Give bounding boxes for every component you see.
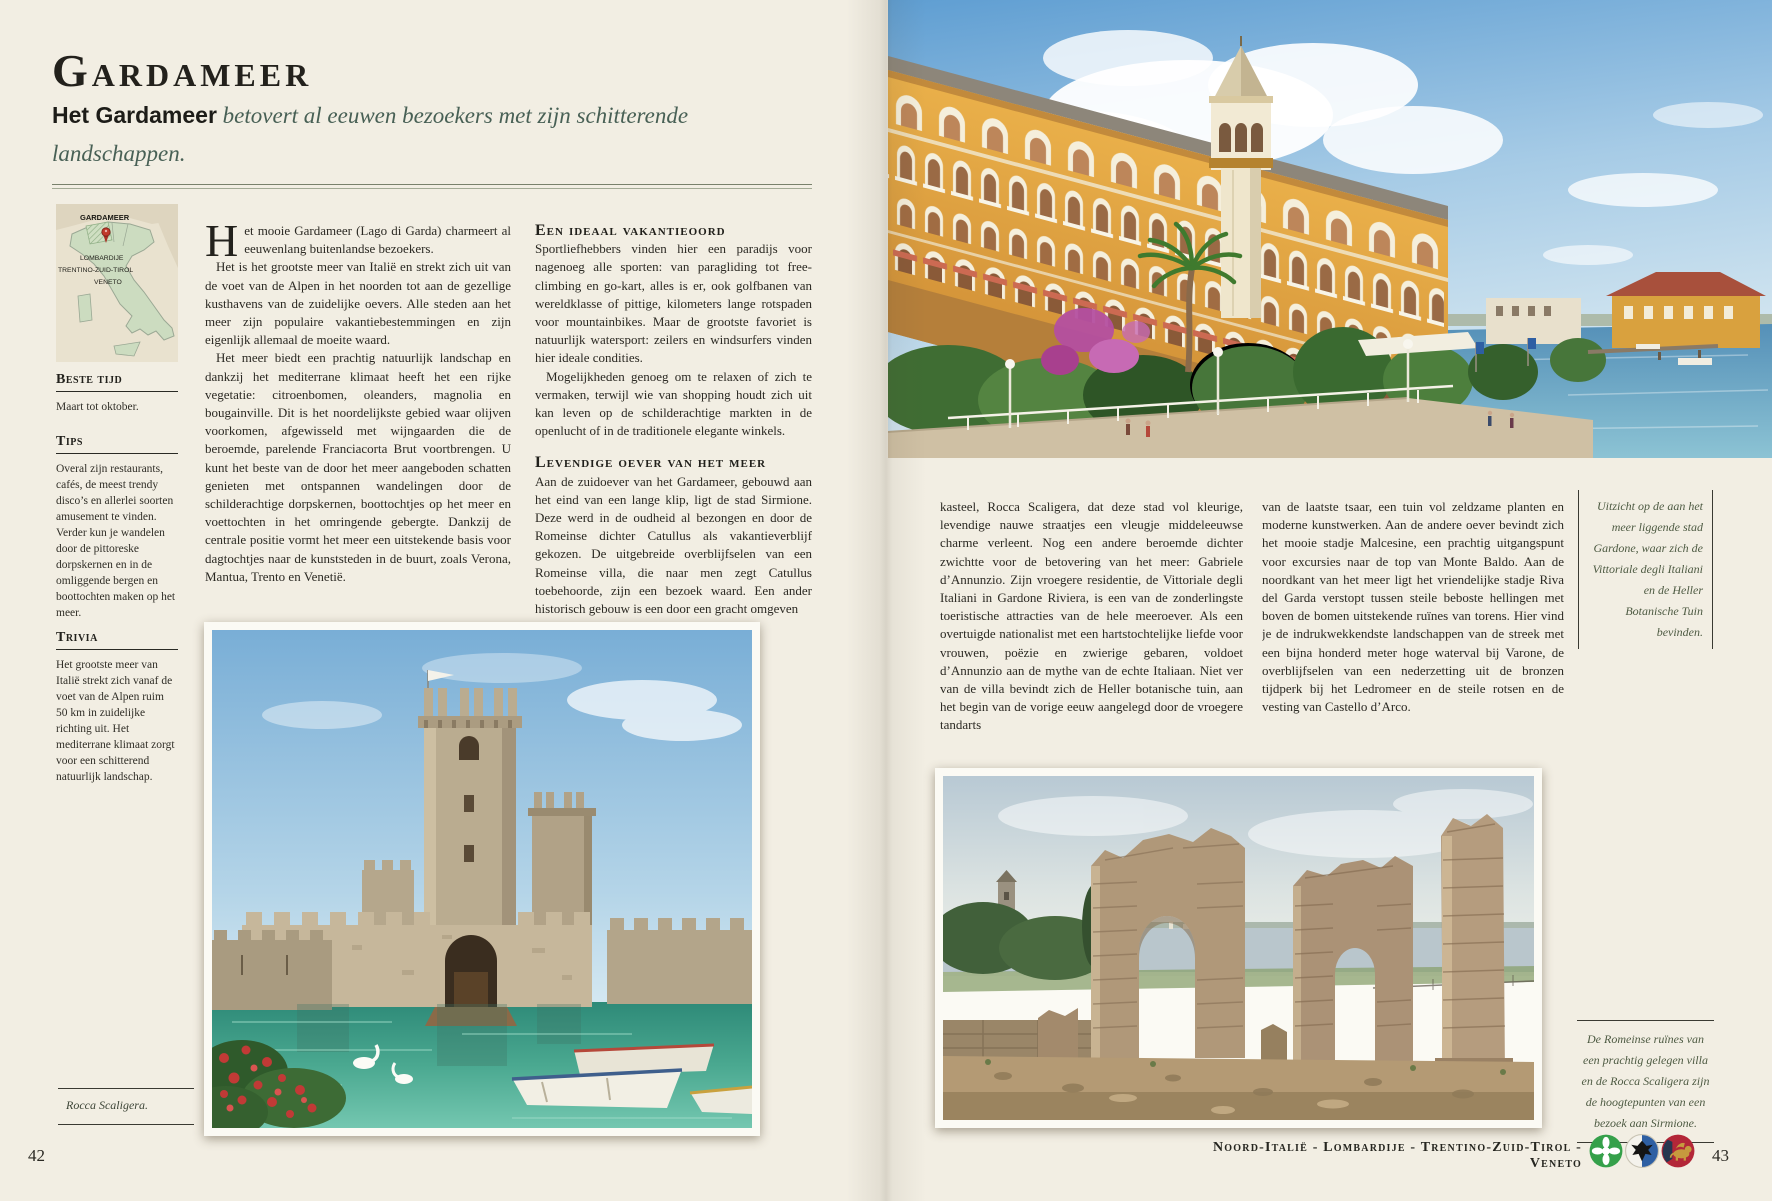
paragraph: Aan de zuidoever van het Gardameer, gebouwd aan het eind van een lange klip, ligt de stad Sirmione. Deze werd in de oudheid al bezongen en door de Romeinse dichter Catullus als vakantieverblijf gekozen. De uitgebreide overblijfselen van een Romeinse villa, die naar men zegt Catullus toebehoorde, zijn een bezoek waard. Een ander historisch gebouw is een door een gracht omgeven (535, 473, 812, 617)
castle-illustration (212, 630, 752, 1128)
lombardije-flag-badge-icon (1589, 1134, 1623, 1168)
sidebar-heading-trivia: Trivia (56, 630, 178, 650)
sidebar-heading-tips: Tips (56, 434, 178, 454)
article-column-3 (940, 498, 1243, 766)
sidebar-heading-beste-tijd: Beste tijd (56, 372, 178, 392)
italy-map-graphic (56, 204, 178, 362)
intro-paragraph: Het mooie Gardameer (Lago di Garda) charmeert al eeuwenlang buitenlandse bezoekers. (205, 222, 511, 266)
page-number-left: 42 (28, 1146, 45, 1165)
paragraph: van de laatste tsaar, een tuin vol zeldzame planten en moderne kunstwerken. Aan de andere oever bevindt zich het mooie stadje Malcesine, een prachtig uitgangspunt voor excursies naar de top van Monte Baldo. Aan de noordkant van het meer ligt het vriendelijke stadje Riva del Garda verstopt tussen steile beboste hellingen met boven de bomen uitstekende ruïnes van torens. Hier vind je de indrukwekkendste landschappen van de streek met een bijna honderd meter hoge waterval bij Varone, de overblijfselen van een nederzetting uit de bronzen tijdperk bij het Ledromeer en de steile rotsen en de vesting van Castello d’Arco. (1262, 499, 1564, 715)
ruin-column-right (1435, 814, 1513, 1080)
sidebar-section-beste-tijd (56, 372, 178, 415)
rocca-scaligera-photo (204, 622, 760, 1136)
map-label-gardameer: GARDAMEER (80, 213, 130, 222)
page-number-right: 43 (1712, 1146, 1729, 1165)
sidebar-section-trivia (56, 630, 178, 785)
subtitle (52, 96, 742, 173)
section-heading-vakantieoord: Een ideaal vakantieoord (535, 222, 726, 239)
section-heading-levendige-oever: Levendige oever van het meer (535, 454, 767, 472)
caption-hotel: Uitzicht op de aan het meer liggende stad Gardone, waar zich de Vittoriale degli Italiani en de Heller Botanische Tuin bevinden. (1578, 490, 1713, 649)
subtitle-lead: Het Gardameer (52, 102, 217, 128)
article-column-1 (205, 222, 511, 626)
map-label-lombardije: LOMBARDIJE (80, 255, 124, 262)
ruins-illustration (943, 776, 1534, 1120)
sidebar-text-beste-tijd: Maart tot oktober. (56, 401, 139, 413)
paragraph: Mogelijkheden genoeg om te relaxen of zich te vermaken, terwijl wie van shopping houdt zich uit kan leven op de schilderachtige markten in de openlucht of in de traditionele elegante winkels. (535, 368, 812, 439)
sidebar-section-tips (56, 434, 178, 621)
subtitle-rest: betovert al eeuwen bezoekers met zijn schitterende landschappen. (52, 103, 689, 166)
roman-ruins-photo (935, 768, 1542, 1128)
caption-ruins: De Romeinse ruïnes van een prachtig gelegen villa en de Rocca Scaligera zijn de hoogtepunten van een bezoek aan Sirmione. (1577, 1020, 1714, 1143)
page-title: Gardameer (52, 45, 313, 96)
paragraph: Het is het grootste meer van Italië en strekt zich uit van de voet van de Alpen in het noorden tot aan de gezellige kusthavens van de zuidelijke oevers. Alle steden aan het meer zijn populaire vakantiebestemmingen en zijn eigenlijk allemaal de moeite waard. (205, 259, 511, 348)
paragraph: Het meer biedt een prachtig natuurlijk landschap en dankzij het mediterrane klimaat heeft het een rijke vegetatie: citroenbomen, oleanders, magnolia en bougainville. Dit is het noordelijkste gebied waar olijven voorkomen, afgewisseld met wijngaarden die de beroemde, parelende Franciacorta Brut voortbrengen. U kunt het beste van de door het meer aangeboden schatten genieten met ontspannen wandelingen door de schilderachtige dorpskernen, boottochtjes op het meer en voettochten in het omringende gebergte. Dankzij de centrale positie vormt het meer een uitstekende basis voor dagtochtjes naar de kunststeden in de buurt, zoals Verona, Mantua, Trento en Venetië. (205, 350, 511, 584)
italy-locator-map (56, 204, 178, 362)
paragraph: kasteel, Rocca Scaligera, dat deze stad vol kleurige, levendige nauwe straatjes een vleugje middeleeuwse charme verleent. Nog een andere beroemde dichter zwichtte voor de betovering van het meer: Gabriele d’Annunzio. Zijn vroegere residentie, de Vittoriale degli Italiani in Gardone Riviera, is een van de zonderlingste toeristische attracties van de hele meeroever. Als een overtuigde nationalist met een hartstochtelijke liefde voor vrouwen, poëzie en zwierige gebaren, voldoet d’Annunzio aan de mythe van de echte Italiaan. Niet ver van de villa bevindt zich de Heller botanische tuin, aan het begin van de vorige eeuw aangelegd door de vroegere tandarts (940, 499, 1243, 733)
sidebar-text-trivia: Het grootste meer van Italië strekt zich vanaf de voet van de Alpen ruim 50 km in zuidelijke richting uit. Het mediterrane klimaat zorgt voor een schitterend natuurlijk landschap. (56, 659, 175, 783)
veneto-flag-badge-icon (1661, 1134, 1695, 1168)
map-label-veneto: VENETO (94, 279, 122, 286)
double-rule-divider (52, 184, 812, 189)
caption-castle: Rocca Scaligera. (58, 1088, 194, 1125)
article-column-4 (1262, 498, 1564, 766)
map-label-trentino: TRENTINO-ZUID-TIROL (58, 267, 134, 274)
drop-cap: H (205, 222, 239, 266)
gardone-lakefront-photo (888, 0, 1772, 458)
sidebar-text-tips: Overal zijn restaurants, cafés, de meest trendy disco’s en allerlei soorten amusement te vinden. Verder kun je wandelen door de pittoreske dorpskernen en in de omliggende bergen en boottochten maken op het meer. (56, 463, 176, 619)
paragraph: Sportliefhebbers vinden hier een paradijs voor nagenoeg alle sporten: van paragliding tot free-climbing en go-kart, alles is er, ook golfbanen van wereldklasse of pittige, kilometers lange rotspaden voor mountainbikes. Maar de grootste favoriet is natuurlijk watersport: zeilers en windsurfers vinden hier ideale condities. (535, 241, 812, 366)
footer-region-list: Noord-Italië - Lombardije - Trentino-Zuid-Tirol - Veneto (1213, 1140, 1582, 1171)
article-column-2 (535, 222, 812, 626)
trentino-zuid-tirol-flag-badge-icon (1625, 1134, 1659, 1168)
lakefront-illustration (888, 0, 1772, 458)
